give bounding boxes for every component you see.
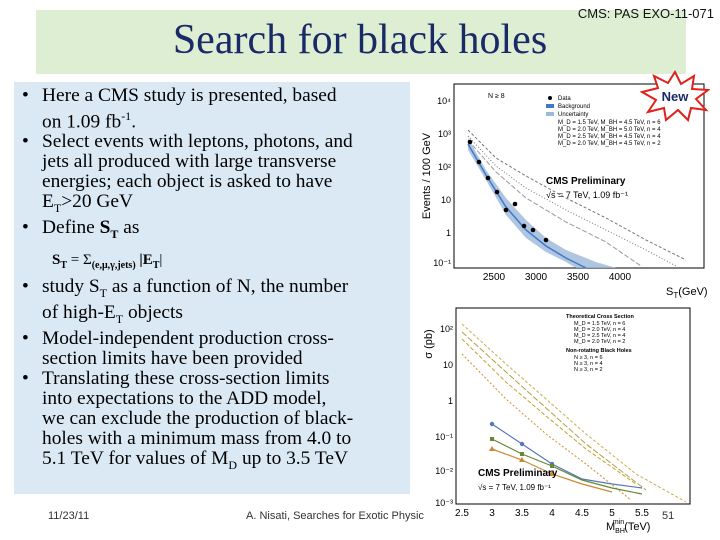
page-number: 51: [662, 510, 675, 522]
x-ticks: [483, 272, 632, 283]
legend-header: Theoretical Cross Section: [566, 314, 634, 320]
lumi-label: √s = 7 TeV, 1.09 fb⁻¹: [478, 483, 551, 492]
data-point: [522, 224, 527, 229]
x-tick: 3500: [566, 272, 590, 283]
st-formula: $S_T = \Sigma_{(e,\mu,\gamma,jets)}$ $|E_T|$: [52, 252, 163, 272]
legend-header: Non-rotating Black Holes: [566, 348, 632, 354]
x-tick: 2.5: [455, 508, 469, 519]
legend-label: Data: [558, 96, 571, 102]
legend-label: Background: [558, 104, 591, 110]
legend-label: N ≥ 3, n = 6: [574, 355, 603, 361]
y-tick: 10: [440, 195, 451, 205]
data-point: [531, 228, 536, 233]
x-tick: 5: [609, 508, 615, 519]
cms-preliminary-label: CMS Preliminary: [546, 176, 626, 187]
data-point: [468, 140, 473, 145]
cms-preliminary-label: CMS Preliminary: [478, 468, 558, 479]
bullet-item: • study $S_T$ as a function of N, the number of high-$E_T$ objects: [22, 276, 349, 326]
x-tick: 2500: [482, 272, 506, 283]
legend-label: Uncertainty: [558, 112, 589, 118]
legend-label: N ≥ 3, n = 2: [574, 367, 603, 373]
y-tick: 10⁻²: [435, 466, 453, 476]
legend-label: M_D = 2.5 TeV, n = 4: [574, 333, 626, 339]
bullet-dot-icon: •: [22, 327, 29, 349]
y-tick: 10⁻¹: [435, 432, 453, 442]
y-tick: 1: [445, 228, 451, 238]
y-axis-label: Events / 100 GeV: [421, 132, 433, 220]
x-axis-label: $M_{BH}\min(TeV)$: [606, 519, 651, 534]
legend-label: M_D = 2.0 TeV, n = 2: [574, 339, 626, 345]
data-point: [486, 176, 491, 181]
legend-label: M_D = 2.5 TeV, M_BH = 4.5 TeV, n = 4: [558, 134, 661, 140]
new-badge: [640, 70, 710, 122]
legend-label: M_D = 2.0 TeV, M_BH = 5.0 TeV, n = 4: [558, 127, 661, 133]
data-point: [477, 160, 482, 165]
data-point: [504, 208, 509, 213]
legend-label: M_D = 2.0 TeV, M_BH = 4.5 TeV, n = 2: [558, 141, 661, 147]
bullet-dot-icon: •: [22, 217, 29, 239]
x-tick: 4.5: [575, 508, 589, 519]
bullet-list: [14, 86, 406, 475]
legend-marker: [546, 104, 554, 108]
legend-label: N ≥ 3, n = 4: [574, 361, 603, 367]
limit-point: [490, 422, 494, 426]
bullet-item: • Translating these cross-section limits into expectations to the ADD model, we can exclude the production of black- holes with a minimum mass from 4.0 to 5.1 TeV for values of $M_D$ up to 3.5 TeV: [22, 367, 354, 472]
bullet-dot-icon: •: [22, 367, 29, 389]
legend-label: M_D = 2.0 TeV, n = 4: [574, 327, 626, 333]
y-tick: 1: [447, 396, 453, 406]
y-tick: 10²: [439, 324, 453, 334]
limit-point: [490, 437, 494, 441]
limit-point: [520, 452, 524, 456]
y-tick: 10⁻³: [435, 498, 453, 508]
y-tick: 10²: [437, 162, 451, 172]
lumi-label: √s = 7 TeV, 1.09 fb⁻¹: [546, 190, 628, 200]
bullet-item: • Model-independent production cross- section limits have been provided: [22, 327, 334, 369]
footer-citation: A. Nisati, Searches for Exotic Physic: [246, 510, 424, 522]
legend-label: M_D = 1.5 TeV, n = 6: [574, 321, 626, 327]
reference-label: CMS: PAS EXO-11-071: [577, 6, 714, 21]
y-tick: 10⁻¹: [433, 258, 451, 268]
bullet-dot-icon: •: [22, 131, 29, 153]
n-label: N ≥ 8: [488, 93, 505, 100]
x-ticks: [455, 508, 649, 519]
y-tick: 10⁴: [437, 96, 451, 106]
limit-point: [520, 442, 524, 446]
data-point: [513, 202, 518, 207]
legend-label: M_D = 1.5 TeV, M_BH = 4.5 TeV, n = 6: [558, 120, 661, 126]
x-axis-label: $S_T(GeV)$: [666, 286, 708, 300]
y-tick: 10³: [437, 129, 451, 139]
x-tick: 3000: [524, 272, 548, 283]
footer-date: 11/23/11: [48, 510, 90, 522]
y-ticks: [433, 96, 451, 268]
legend-marker: [548, 96, 552, 100]
new-badge-text: New: [661, 89, 689, 104]
x-tick: 3: [489, 508, 495, 519]
bullet-item: • Define $S_T$ as: [22, 217, 140, 242]
x-tick: 3.5: [515, 508, 529, 519]
y-tick: 10: [442, 360, 453, 370]
x-tick: 4: [549, 508, 555, 519]
data-point: [495, 190, 500, 195]
bullet-dot-icon: •: [22, 85, 29, 106]
legend-marker: [546, 112, 554, 116]
bullet-dot-icon: •: [22, 276, 29, 298]
bullet-item: • Select events with leptons, photons, and jets all produced with large transverse energies; each object is asked to have $E_T>20$ GeV: [22, 131, 353, 216]
bullet-item: • Here a CMS study is presented, based on 1.09 $fb^{-1}$.: [22, 85, 337, 133]
y-ticks: [435, 324, 453, 508]
cross-section-plot: [416, 304, 696, 534]
x-tick: 4000: [608, 272, 632, 283]
y-axis-label: σ (pb): [423, 329, 435, 359]
x-tick: 5.5: [635, 508, 649, 519]
slide-title: Search for black holes: [172, 17, 548, 63]
data-point: [544, 238, 549, 243]
